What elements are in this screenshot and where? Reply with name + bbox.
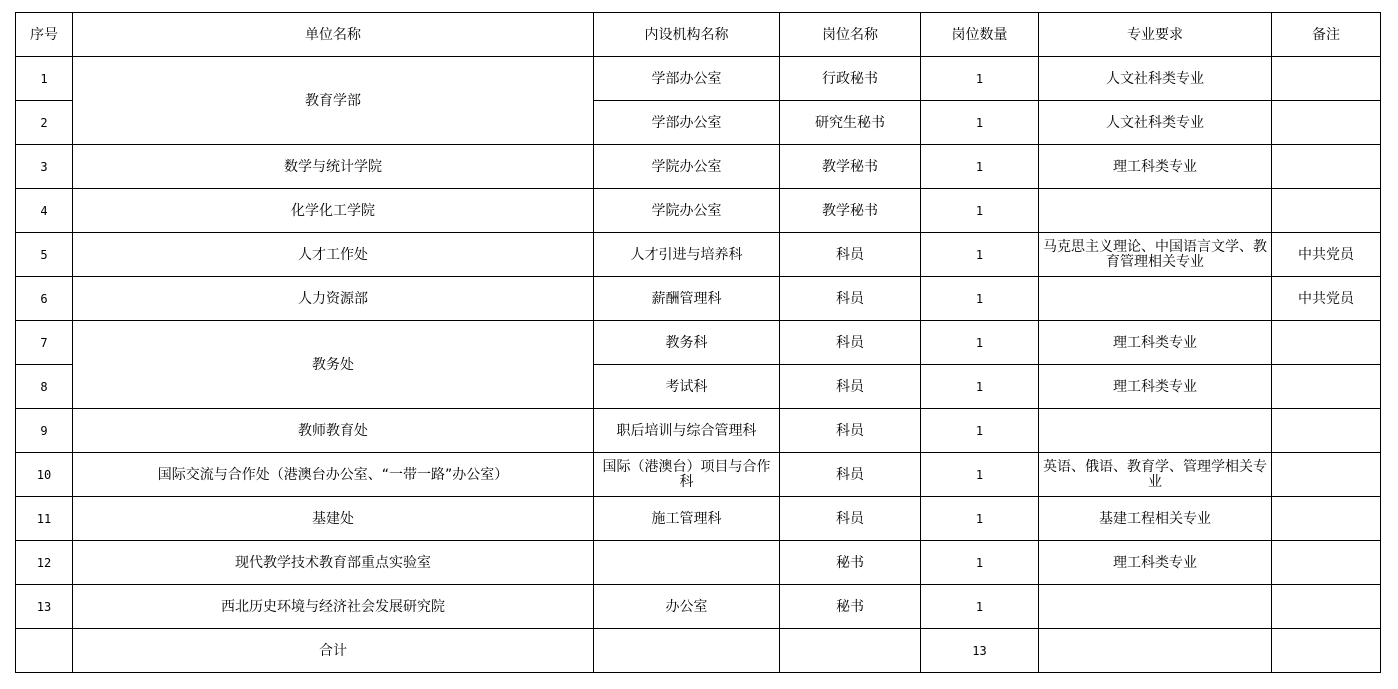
cell-count: 1 [921,277,1039,321]
total-row [16,629,1381,673]
cell-dept [594,541,780,585]
table-row [16,57,1381,101]
cell-unit: 国际交流与合作处（港澳台办公室、“一带一路”办公室） [73,453,594,497]
total-note-cell [1272,629,1381,673]
header-major: 专业要求 [1039,13,1272,57]
cell-note: 中共党员 [1272,277,1381,321]
cell-note [1272,57,1381,101]
cell-dept: 学部办公室 [594,101,780,145]
cell-unit: 人力资源部 [73,277,594,321]
cell-seq: 1 [16,57,73,101]
cell-post: 行政秘书 [780,57,921,101]
cell-post: 秘书 [780,585,921,629]
cell-post: 科员 [780,497,921,541]
cell-seq: 13 [16,585,73,629]
cell-major [1039,277,1272,321]
cell-note: 中共党员 [1272,233,1381,277]
total-major-cell [1039,629,1272,673]
cell-major [1039,409,1272,453]
cell-unit: 教育学部 [73,57,594,145]
table-row [16,585,1381,629]
cell-note [1272,101,1381,145]
cell-seq: 2 [16,101,73,145]
cell-count: 1 [921,585,1039,629]
cell-unit: 教务处 [73,321,594,409]
cell-seq: 4 [16,189,73,233]
cell-dept: 学部办公室 [594,57,780,101]
table-row [16,497,1381,541]
cell-dept: 学院办公室 [594,189,780,233]
cell-note [1272,321,1381,365]
cell-dept: 考试科 [594,365,780,409]
cell-dept: 教务科 [594,321,780,365]
cell-seq: 8 [16,365,73,409]
cell-post: 科员 [780,365,921,409]
header-unit: 单位名称 [73,13,594,57]
cell-count: 1 [921,409,1039,453]
cell-count: 1 [921,145,1039,189]
cell-post: 教学秘书 [780,145,921,189]
table-row [16,277,1381,321]
table-row [16,409,1381,453]
cell-note [1272,365,1381,409]
total-post-cell [780,629,921,673]
table-row [16,145,1381,189]
table-row [16,453,1381,497]
total-count: 13 [921,629,1039,673]
cell-major: 理工科类专业 [1039,145,1272,189]
cell-major: 基建工程相关专业 [1039,497,1272,541]
job-positions-table [15,12,1381,673]
cell-seq: 6 [16,277,73,321]
total-label: 合计 [73,629,594,673]
cell-post: 科员 [780,233,921,277]
cell-count: 1 [921,453,1039,497]
cell-major: 理工科类专业 [1039,541,1272,585]
cell-seq: 10 [16,453,73,497]
cell-seq: 5 [16,233,73,277]
table-row [16,541,1381,585]
cell-major: 理工科类专业 [1039,321,1272,365]
cell-post: 科员 [780,321,921,365]
cell-major [1039,585,1272,629]
cell-post: 科员 [780,277,921,321]
cell-count: 1 [921,189,1039,233]
cell-note [1272,497,1381,541]
cell-note [1272,409,1381,453]
cell-seq: 11 [16,497,73,541]
cell-dept: 职后培训与综合管理科 [594,409,780,453]
table-row [16,189,1381,233]
cell-seq: 3 [16,145,73,189]
cell-dept: 人才引进与培养科 [594,233,780,277]
cell-note [1272,585,1381,629]
cell-dept: 施工管理科 [594,497,780,541]
cell-count: 1 [921,57,1039,101]
cell-major: 人文社科类专业 [1039,101,1272,145]
cell-unit: 数学与统计学院 [73,145,594,189]
header-post: 岗位名称 [780,13,921,57]
cell-count: 1 [921,365,1039,409]
cell-major: 英语、俄语、教育学、管理学相关专业 [1039,453,1272,497]
cell-unit: 现代教学技术教育部重点实验室 [73,541,594,585]
cell-note [1272,189,1381,233]
cell-major: 理工科类专业 [1039,365,1272,409]
cell-post: 秘书 [780,541,921,585]
cell-seq: 9 [16,409,73,453]
cell-note [1272,145,1381,189]
cell-post: 研究生秘书 [780,101,921,145]
header-seq: 序号 [16,13,73,57]
cell-major: 人文社科类专业 [1039,57,1272,101]
cell-unit: 化学化工学院 [73,189,594,233]
cell-count: 1 [921,321,1039,365]
cell-dept: 学院办公室 [594,145,780,189]
cell-unit: 西北历史环境与经济社会发展研究院 [73,585,594,629]
table-row [16,321,1381,365]
header-row [16,13,1381,57]
total-seq-cell [16,629,73,673]
cell-unit: 人才工作处 [73,233,594,277]
cell-major [1039,189,1272,233]
cell-note [1272,453,1381,497]
cell-dept: 薪酬管理科 [594,277,780,321]
cell-seq: 7 [16,321,73,365]
cell-dept: 办公室 [594,585,780,629]
cell-note [1272,541,1381,585]
cell-count: 1 [921,233,1039,277]
table-row [16,233,1381,277]
cell-unit: 教师教育处 [73,409,594,453]
header-count: 岗位数量 [921,13,1039,57]
cell-post: 教学秘书 [780,189,921,233]
cell-dept: 国际（港澳台）项目与合作科 [594,453,780,497]
total-dept-cell [594,629,780,673]
cell-major: 马克思主义理论、中国语言文学、教育管理相关专业 [1039,233,1272,277]
header-note: 备注 [1272,13,1381,57]
cell-post: 科员 [780,409,921,453]
cell-post: 科员 [780,453,921,497]
cell-count: 1 [921,541,1039,585]
header-dept: 内设机构名称 [594,13,780,57]
cell-count: 1 [921,101,1039,145]
cell-count: 1 [921,497,1039,541]
cell-seq: 12 [16,541,73,585]
cell-unit: 基建处 [73,497,594,541]
